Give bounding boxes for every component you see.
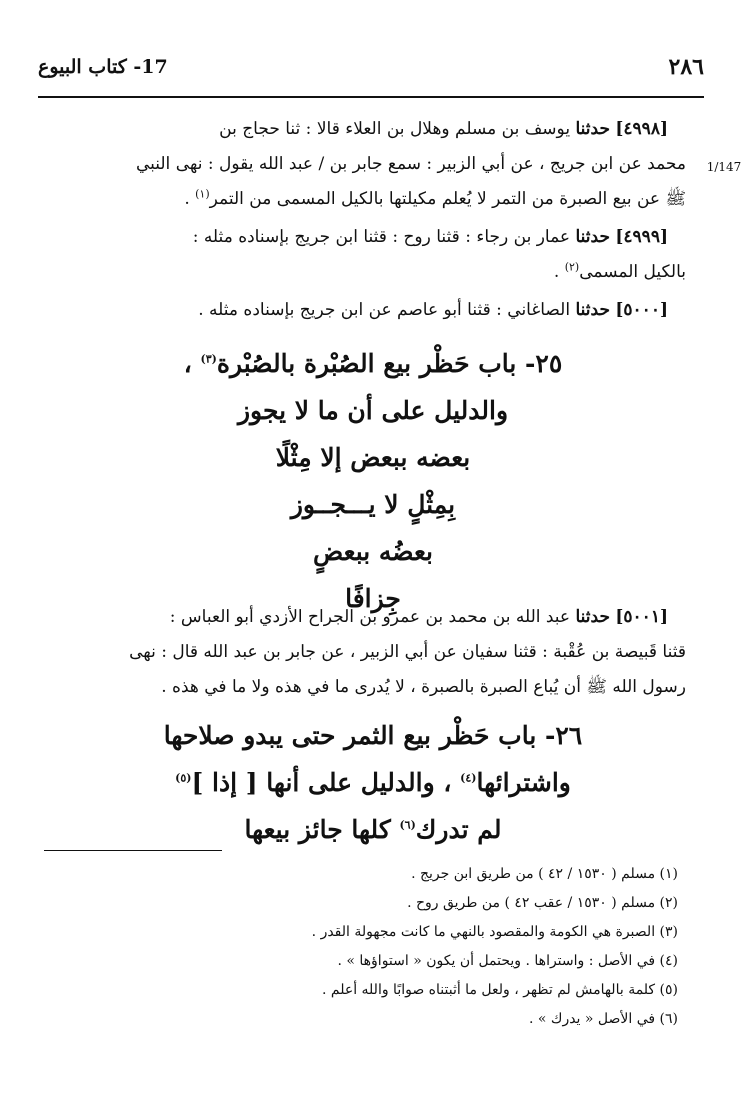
hadith-number: [٤٩٩٨] xyxy=(615,119,668,139)
hadith-lead: حدثنا xyxy=(575,300,610,320)
hadith-4999 xyxy=(36,220,686,290)
footnote-rule xyxy=(44,850,222,851)
footnote-3: (٣) الصبرة هي الكومة والمقصود بالنهي ما كانت مجهولة القدر . xyxy=(311,924,678,940)
footnote-4: (٤) في الأصل : واستراها . ويحتمل أن يكون « استواؤها » . xyxy=(337,953,678,969)
hadith-4998-line2: محمد عن ابن جريج ، عن أبي الزبير : سمع جابر بن / عبد الله يقول : نهى النبي xyxy=(135,154,686,174)
chapter-25-line5: بعضُه ببعضٍ xyxy=(313,537,433,566)
chapter-26-line3: لم تدرك$^{(٦)}$ كلها جائز بيعها xyxy=(244,815,502,844)
footnote-2: (٢) مسلم ( ١٥٣٠ / عقب ٤٢ ) من طريق روح . xyxy=(407,895,678,911)
hadith-lead: حدثنا xyxy=(575,227,610,247)
hadith-number: [٥٠٠١] xyxy=(615,607,668,627)
chapter-25-line4: بِمِثْلٍ لا يـــجــوز xyxy=(290,490,456,519)
hadith-4999-line1: [٤٩٩٩] حدثنا عمار بن رجاء : قثنا روح : قثنا ابن جريج بإسناده مثله : xyxy=(192,227,668,247)
chapter-26-line1: ٢٦- باب حَظْر بيع الثمر حتى يبدو صلاحها xyxy=(163,721,583,750)
hadith-4998-line3: ﷺ عن بيع الصبرة من التمر لا يُعلم مكيلتها بالكيل المسمى من التمر$^{(١)}$ . xyxy=(184,187,686,209)
hadith-lead: حدثنا xyxy=(575,607,610,627)
hadith-5001-line3: رسول الله ﷺ أن يُباع الصبرة بالصبرة ، لا يُدرى ما في هذه ولا ما في هذه . xyxy=(161,677,686,697)
chapter-25-line2: والدليل على أن ما لا يجوز xyxy=(237,396,509,425)
footnote-ref-4[interactable]: (٤) xyxy=(460,771,477,785)
header-rule xyxy=(38,96,704,98)
hadith-5000 xyxy=(36,293,686,328)
margin-folio-note: 1/147 xyxy=(706,160,742,174)
chapter-25-heading xyxy=(60,340,686,622)
footnote-5: (٥) كلمة بالهامش لم تظهر ، ولعل ما أثبتناه صوابًا والله أعلم . xyxy=(322,982,678,998)
page-number: ٢٨٦ xyxy=(668,54,704,80)
hadith-5001-line1: [٥٠٠١] حدثنا عبد الله بن محمد بن عمرو بن الجراح الأزدي أبو العباس : xyxy=(169,607,668,627)
chapter-26-line2: واشترائها$^{(٤)}$ ، والدليل على أنها [ إذا ]$^{(٥)}$ xyxy=(175,768,571,797)
chapter-25-line6: جِزافًا xyxy=(345,584,401,613)
hadith-5000-line1: [٥٠٠٠] حدثنا الصاغاني : قثنا أبو عاصم عن ابن جريج بإسناده مثله . xyxy=(198,300,668,320)
hadith-4998 xyxy=(36,112,686,217)
hadith-4998-line1: [٤٩٩٨] حدثنا يوسف بن مسلم وهلال بن العلاء قالا : ثنا حجاج بن xyxy=(219,119,668,139)
footnote-ref-2[interactable]: (٢) xyxy=(564,260,580,274)
hadith-number: [٥٠٠٠] xyxy=(615,300,668,320)
chapter-26-heading xyxy=(60,712,686,853)
hadith-number: [٤٩٩٩] xyxy=(615,227,668,247)
footnotes xyxy=(40,860,678,1034)
footnote-ref-6[interactable]: (٦) xyxy=(399,818,416,832)
hadith-5001 xyxy=(36,600,686,705)
chapter-25-line3: بعضه ببعض إلا مِثْلًا xyxy=(275,443,471,472)
footnote-1: (١) مسلم ( ١٥٣٠ / ٤٢ ) من طريق ابن جريج . xyxy=(411,866,678,882)
chapter-25-line1: ٢٥- باب حَظْر بيع الصُبْرة بالصُبْرة$^{(٣)}$ ، xyxy=(183,349,563,378)
hadith-5001-line2: قثنا قَبيصة بن عُقْبة : قثنا سفيان عن أبي الزبير ، عن جابر بن عبد الله قال : نهى xyxy=(129,642,686,662)
hadith-lead: حدثنا xyxy=(575,119,610,139)
footnote-6: (٦) في الأصل « يدرك » . xyxy=(528,1011,678,1027)
footnote-ref-5[interactable]: (٥) xyxy=(175,771,192,785)
footnote-ref-3[interactable]: (٣) xyxy=(200,352,217,366)
hadith-4999-line2: بالكيل المسمى$^{(٢)}$ . xyxy=(553,260,686,282)
footnote-ref-1[interactable]: (١) xyxy=(195,187,210,201)
running-title: 17- كتاب البيوع xyxy=(38,56,168,78)
